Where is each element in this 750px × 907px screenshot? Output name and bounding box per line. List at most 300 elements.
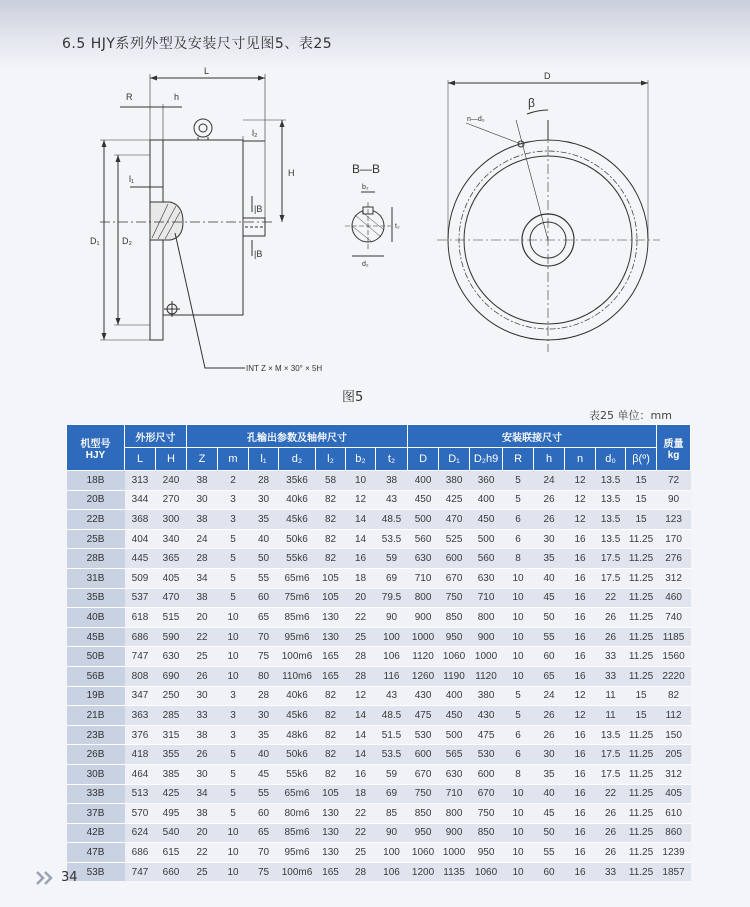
table-cell: 5 <box>218 745 249 765</box>
table-cell: 10 <box>503 568 534 588</box>
table-cell: 20 <box>187 823 218 843</box>
table-cell: 3 <box>218 686 249 706</box>
table-cell: 15 <box>626 510 657 530</box>
table-cell: 60 <box>249 804 279 824</box>
table-cell: 112 <box>657 706 691 726</box>
table-cell: 28 <box>346 666 376 686</box>
table-row <box>67 490 691 510</box>
table-cell: 808 <box>125 666 156 686</box>
table-cell: 13.5 <box>596 490 626 510</box>
table-row <box>67 608 691 628</box>
table-cell: 26 <box>596 804 626 824</box>
table-cell: 58 <box>316 471 346 491</box>
table-cell: 25 <box>346 843 376 863</box>
table-cell: 11.25 <box>626 843 657 863</box>
table-cell: 60 <box>534 647 565 667</box>
table-cell: 26 <box>596 627 626 647</box>
table-cell: 380 <box>470 686 503 706</box>
table-cell: 540 <box>156 823 187 843</box>
table-cell: 26 <box>187 666 218 686</box>
model-cell: 42B <box>67 823 125 843</box>
table-cell: 10 <box>218 843 249 863</box>
table-cell: 5 <box>503 471 534 491</box>
table-cell: 130 <box>316 823 346 843</box>
table-cell: 800 <box>439 804 470 824</box>
table-cell: 11.25 <box>626 529 657 549</box>
table-cell: 40 <box>534 568 565 588</box>
table-cell: 55k6 <box>279 764 316 784</box>
table-cell: 55 <box>249 784 279 804</box>
table-cell: 1260 <box>408 666 439 686</box>
table-cell: 686 <box>125 627 156 647</box>
table-cell: 28 <box>346 862 376 881</box>
table-cell: 34 <box>187 784 218 804</box>
table-cell: 80m6 <box>279 804 316 824</box>
table-cell: 750 <box>408 784 439 804</box>
table-cell: 13.5 <box>596 529 626 549</box>
model-cell: 19B <box>67 686 125 706</box>
table-cell: 430 <box>470 706 503 726</box>
table-cell: 10 <box>503 804 534 824</box>
table-cell: 30 <box>187 490 218 510</box>
table-cell: 900 <box>470 627 503 647</box>
table-cell: 12 <box>565 490 596 510</box>
table-cell: 3 <box>218 490 249 510</box>
table-cell: 5 <box>218 784 249 804</box>
table-cell: 22 <box>187 627 218 647</box>
table-row <box>67 627 691 647</box>
table-cell: 513 <box>125 784 156 804</box>
table-cell: 450 <box>439 706 470 726</box>
table-cell: 15 <box>626 471 657 491</box>
table-cell: 45k6 <box>279 706 316 726</box>
table-cell: 40 <box>249 529 279 549</box>
table-cell: 418 <box>125 745 156 765</box>
dim-label-d2: d₂ <box>362 261 369 268</box>
table-cell: 475 <box>408 706 439 726</box>
table-cell: 276 <box>657 549 691 569</box>
table-cell: 50 <box>249 549 279 569</box>
table-cell: 11.25 <box>626 725 657 745</box>
figure-5-drawing <box>0 60 750 390</box>
section-title: 6.5 HJY系列外型及安装尺寸见图5、表25 <box>62 36 333 52</box>
header-column-row <box>67 448 691 471</box>
dim-label-b2: b₂ <box>362 184 369 191</box>
table-cell: 1120 <box>470 666 503 686</box>
table-cell: 710 <box>439 784 470 804</box>
table-cell: 11.25 <box>626 608 657 628</box>
table-cell: 11 <box>596 706 626 726</box>
table-cell: 747 <box>125 647 156 667</box>
table-row <box>67 862 691 881</box>
table-cell: 11.25 <box>626 745 657 765</box>
table-cell: 17.5 <box>596 568 626 588</box>
table-cell: 35 <box>249 725 279 745</box>
table-cell: 312 <box>657 764 691 784</box>
table-cell: 43 <box>376 686 408 706</box>
table-cell: 315 <box>156 725 187 745</box>
table-cell: 313 <box>125 471 156 491</box>
table-cell: 12 <box>346 686 376 706</box>
table-cell: 82 <box>316 529 346 549</box>
table-cell: 5 <box>218 568 249 588</box>
col-t2: t₂ <box>376 448 408 471</box>
table-cell: 495 <box>156 804 187 824</box>
table-row <box>67 784 691 804</box>
table-cell: 10 <box>218 823 249 843</box>
table-cell: 6 <box>503 745 534 765</box>
table-cell: 12 <box>346 490 376 510</box>
table-cell: 28 <box>346 647 376 667</box>
table-cell: 464 <box>125 764 156 784</box>
table-cell: 34 <box>187 568 218 588</box>
table-cell: 800 <box>470 608 503 628</box>
table-cell: 10 <box>218 627 249 647</box>
table-cell: 1060 <box>439 647 470 667</box>
table-cell: 445 <box>125 549 156 569</box>
table-cell: 1190 <box>439 666 470 686</box>
table-cell: 70 <box>249 627 279 647</box>
table-cell: 16 <box>565 745 596 765</box>
table-cell: 25 <box>187 647 218 667</box>
table-cell: 60 <box>249 588 279 608</box>
model-cell: 30B <box>67 764 125 784</box>
table-row <box>67 510 691 530</box>
dim-label-L: L <box>204 66 210 76</box>
table-cell: 205 <box>657 745 691 765</box>
table-cell: 11.25 <box>626 627 657 647</box>
model-cell: 33B <box>67 784 125 804</box>
angle-label-beta: β <box>528 96 535 110</box>
table-cell: 525 <box>439 529 470 549</box>
table-cell: 405 <box>156 568 187 588</box>
table-row <box>67 568 691 588</box>
table-cell: 6 <box>503 529 534 549</box>
table-cell: 22 <box>346 608 376 628</box>
table-cell: 16 <box>346 549 376 569</box>
model-cell: 28B <box>67 549 125 569</box>
table-cell: 1060 <box>470 862 503 881</box>
table-cell: 40 <box>249 745 279 765</box>
table-cell: 165 <box>316 666 346 686</box>
table-cell: 360 <box>470 471 503 491</box>
table-cell: 13.5 <box>596 510 626 530</box>
table-cell: 10 <box>503 666 534 686</box>
table-cell: 1060 <box>408 843 439 863</box>
table-cell: 11.25 <box>626 666 657 686</box>
table-cell: 405 <box>657 784 691 804</box>
header-outline: 外形尺寸 <box>125 425 187 448</box>
col-m: m <box>218 448 249 471</box>
table-cell: 82 <box>316 725 346 745</box>
table-cell: 28 <box>249 471 279 491</box>
table-cell: 560 <box>408 529 439 549</box>
table-cell: 85m6 <box>279 823 316 843</box>
model-cell: 45B <box>67 627 125 647</box>
table-cell: 15 <box>626 706 657 726</box>
table-cell: 85m6 <box>279 608 316 628</box>
table-cell: 2 <box>218 471 249 491</box>
table-cell: 16 <box>565 549 596 569</box>
table-cell: 5 <box>218 804 249 824</box>
col-L: L <box>125 448 156 471</box>
table-cell: 100 <box>376 843 408 863</box>
table-cell: 404 <box>125 529 156 549</box>
table-cell: 26 <box>187 745 218 765</box>
table-cell: 22 <box>346 823 376 843</box>
table-cell: 900 <box>439 823 470 843</box>
table-cell: 600 <box>439 549 470 569</box>
table-cell: 3 <box>218 725 249 745</box>
table-cell: 11.25 <box>626 823 657 843</box>
table-cell: 270 <box>156 490 187 510</box>
table-cell: 22 <box>596 588 626 608</box>
table-row <box>67 647 691 667</box>
table-cell: 82 <box>657 686 691 706</box>
table-cell: 50 <box>534 608 565 628</box>
table-cell: 1185 <box>657 627 691 647</box>
table-cell: 560 <box>470 549 503 569</box>
table-cell: 26 <box>596 608 626 628</box>
table-cell: 10 <box>503 588 534 608</box>
table-cell: 82 <box>316 549 346 569</box>
table-cell: 43 <box>376 490 408 510</box>
table-row <box>67 804 691 824</box>
table-cell: 26 <box>534 706 565 726</box>
model-cell: 20B <box>67 490 125 510</box>
table-cell: 347 <box>125 686 156 706</box>
header-group-row <box>67 425 691 448</box>
table-cell: 900 <box>408 608 439 628</box>
table-cell: 250 <box>156 686 187 706</box>
table-cell: 368 <box>125 510 156 530</box>
table-cell: 10 <box>503 862 534 881</box>
table-row <box>67 549 691 569</box>
table-cell: 105 <box>316 588 346 608</box>
table-row <box>67 666 691 686</box>
table-cell: 630 <box>408 549 439 569</box>
col-d2: d₂ <box>279 448 316 471</box>
dim-label-l1: l₁ <box>129 174 135 184</box>
header-mount: 安装联接尺寸 <box>408 425 657 448</box>
table-cell: 130 <box>316 608 346 628</box>
table-cell: 850 <box>439 608 470 628</box>
col-Z: Z <box>187 448 218 471</box>
table-cell: 600 <box>408 745 439 765</box>
table-cell: 80 <box>249 666 279 686</box>
table-cell: 82 <box>316 764 346 784</box>
table-cell: 630 <box>439 764 470 784</box>
double-chevron-icon <box>36 870 56 886</box>
table-cell: 20 <box>187 608 218 628</box>
table-cell: 26 <box>534 510 565 530</box>
col-D1: D₁ <box>439 448 470 471</box>
table-cell: 17.5 <box>596 764 626 784</box>
table-cell: 344 <box>125 490 156 510</box>
table-cell: 500 <box>408 510 439 530</box>
model-cell: 40B <box>67 608 125 628</box>
table-cell: 5 <box>218 549 249 569</box>
dim-label-D: D <box>544 71 551 81</box>
table-cell: 75 <box>249 647 279 667</box>
table-cell: 300 <box>156 510 187 530</box>
table-row <box>67 686 691 706</box>
table-cell: 26 <box>596 843 626 863</box>
table-cell: 5 <box>218 764 249 784</box>
table-cell: 5 <box>218 588 249 608</box>
model-cell: 31B <box>67 568 125 588</box>
table-cell: 6 <box>503 725 534 745</box>
table-cell: 123 <box>657 510 691 530</box>
spec-table <box>66 424 691 881</box>
table-cell: 35 <box>534 549 565 569</box>
table-cell: 16 <box>565 588 596 608</box>
table-cell: 33 <box>596 647 626 667</box>
table-cell: 10 <box>503 647 534 667</box>
table-cell: 72 <box>657 471 691 491</box>
table-cell: 50k6 <box>279 745 316 765</box>
table-cell: 10 <box>218 647 249 667</box>
table-cell: 10 <box>503 627 534 647</box>
table-row <box>67 725 691 745</box>
table-cell: 365 <box>156 549 187 569</box>
table-cell: 400 <box>408 471 439 491</box>
table-cell: 17.5 <box>596 745 626 765</box>
table-cell: 400 <box>470 490 503 510</box>
table-cell: 8 <box>503 764 534 784</box>
table-cell: 105 <box>316 568 346 588</box>
table-cell: 14 <box>346 725 376 745</box>
table-cell: 12 <box>565 471 596 491</box>
table-cell: 85 <box>376 804 408 824</box>
table-cell: 10 <box>503 784 534 804</box>
table-cell: 79.5 <box>376 588 408 608</box>
table-cell: 55k6 <box>279 549 316 569</box>
table-cell: 26 <box>596 823 626 843</box>
table-cell: 2220 <box>657 666 691 686</box>
table-cell: 130 <box>316 627 346 647</box>
table-cell: 16 <box>565 764 596 784</box>
table-row <box>67 764 691 784</box>
table-cell: 16 <box>346 764 376 784</box>
table-cell: 59 <box>376 549 408 569</box>
table-cell: 95m6 <box>279 843 316 863</box>
table-cell: 38 <box>187 588 218 608</box>
table-cell: 35k6 <box>279 471 316 491</box>
table-cell: 11.25 <box>626 568 657 588</box>
header-model <box>67 425 125 471</box>
header-model-cn: 机型号 <box>80 438 111 450</box>
col-H: H <box>156 448 187 471</box>
table-cell: 710 <box>408 568 439 588</box>
table-cell: 17.5 <box>596 549 626 569</box>
table-cell: 51.5 <box>376 725 408 745</box>
table-cell: 45 <box>534 804 565 824</box>
table-cell: 1000 <box>408 627 439 647</box>
table-cell: 5 <box>503 686 534 706</box>
table-cell: 740 <box>657 608 691 628</box>
model-cell: 35B <box>67 588 125 608</box>
table-cell: 59 <box>376 764 408 784</box>
table-cell: 630 <box>470 568 503 588</box>
table-cell: 48k6 <box>279 725 316 745</box>
table-cell: 11.25 <box>626 588 657 608</box>
table-cell: 400 <box>439 686 470 706</box>
table-cell: 570 <box>125 804 156 824</box>
col-l1: l₁ <box>249 448 279 471</box>
table-cell: 530 <box>408 725 439 745</box>
col-b2: b₂ <box>346 448 376 471</box>
table-cell: 425 <box>439 490 470 510</box>
table-cell: 537 <box>125 588 156 608</box>
table-cell: 82 <box>316 490 346 510</box>
table-cell: 14 <box>346 529 376 549</box>
table-row <box>67 843 691 863</box>
table-cell: 100m6 <box>279 862 316 881</box>
table-cell: 565 <box>439 745 470 765</box>
table-cell: 22 <box>596 784 626 804</box>
table-cell: 60 <box>534 862 565 881</box>
table-cell: 33 <box>596 862 626 881</box>
table-cell: 450 <box>408 490 439 510</box>
col-D: D <box>408 448 439 471</box>
table-cell: 312 <box>657 568 691 588</box>
table-cell: 1200 <box>408 862 439 881</box>
table-cell: 460 <box>657 588 691 608</box>
section-bb-title: B—B <box>352 162 381 176</box>
table-cell: 860 <box>657 823 691 843</box>
table-cell: 11.25 <box>626 647 657 667</box>
table-cell: 95m6 <box>279 627 316 647</box>
section-mark-upper: |B <box>254 204 263 214</box>
table-cell: 16 <box>565 529 596 549</box>
table-cell: 686 <box>125 843 156 863</box>
table-cell: 470 <box>156 588 187 608</box>
table-cell: 106 <box>376 862 408 881</box>
table-cell: 65 <box>534 666 565 686</box>
table-cell: 618 <box>125 608 156 628</box>
table-cell: 355 <box>156 745 187 765</box>
col-n: n <box>565 448 596 471</box>
table-cell: 340 <box>156 529 187 549</box>
table-cell: 82 <box>316 510 346 530</box>
table-cell: 10 <box>218 666 249 686</box>
model-cell: 50B <box>67 647 125 667</box>
table-cell: 670 <box>470 784 503 804</box>
header-model-en: HJY <box>85 449 106 461</box>
table-cell: 12 <box>565 510 596 530</box>
table-cell: 116 <box>376 666 408 686</box>
table-row <box>67 706 691 726</box>
table-cell: 45 <box>249 764 279 784</box>
table-cell: 48.5 <box>376 706 408 726</box>
table-cell: 690 <box>156 666 187 686</box>
header-mass-cn: 质量 <box>663 438 684 450</box>
col-do: d₀ <box>596 448 626 471</box>
model-cell: 25B <box>67 529 125 549</box>
table-cell: 106 <box>376 647 408 667</box>
table-cell: 950 <box>439 627 470 647</box>
table-cell: 105 <box>316 784 346 804</box>
table-cell: 30 <box>249 490 279 510</box>
table-cell: 5 <box>503 490 534 510</box>
table-cell: 16 <box>565 627 596 647</box>
table-cell: 30 <box>187 764 218 784</box>
table-cell: 450 <box>470 510 503 530</box>
model-cell: 53B <box>67 862 125 881</box>
spec-table-body <box>67 471 691 882</box>
table-cell: 75 <box>249 862 279 881</box>
